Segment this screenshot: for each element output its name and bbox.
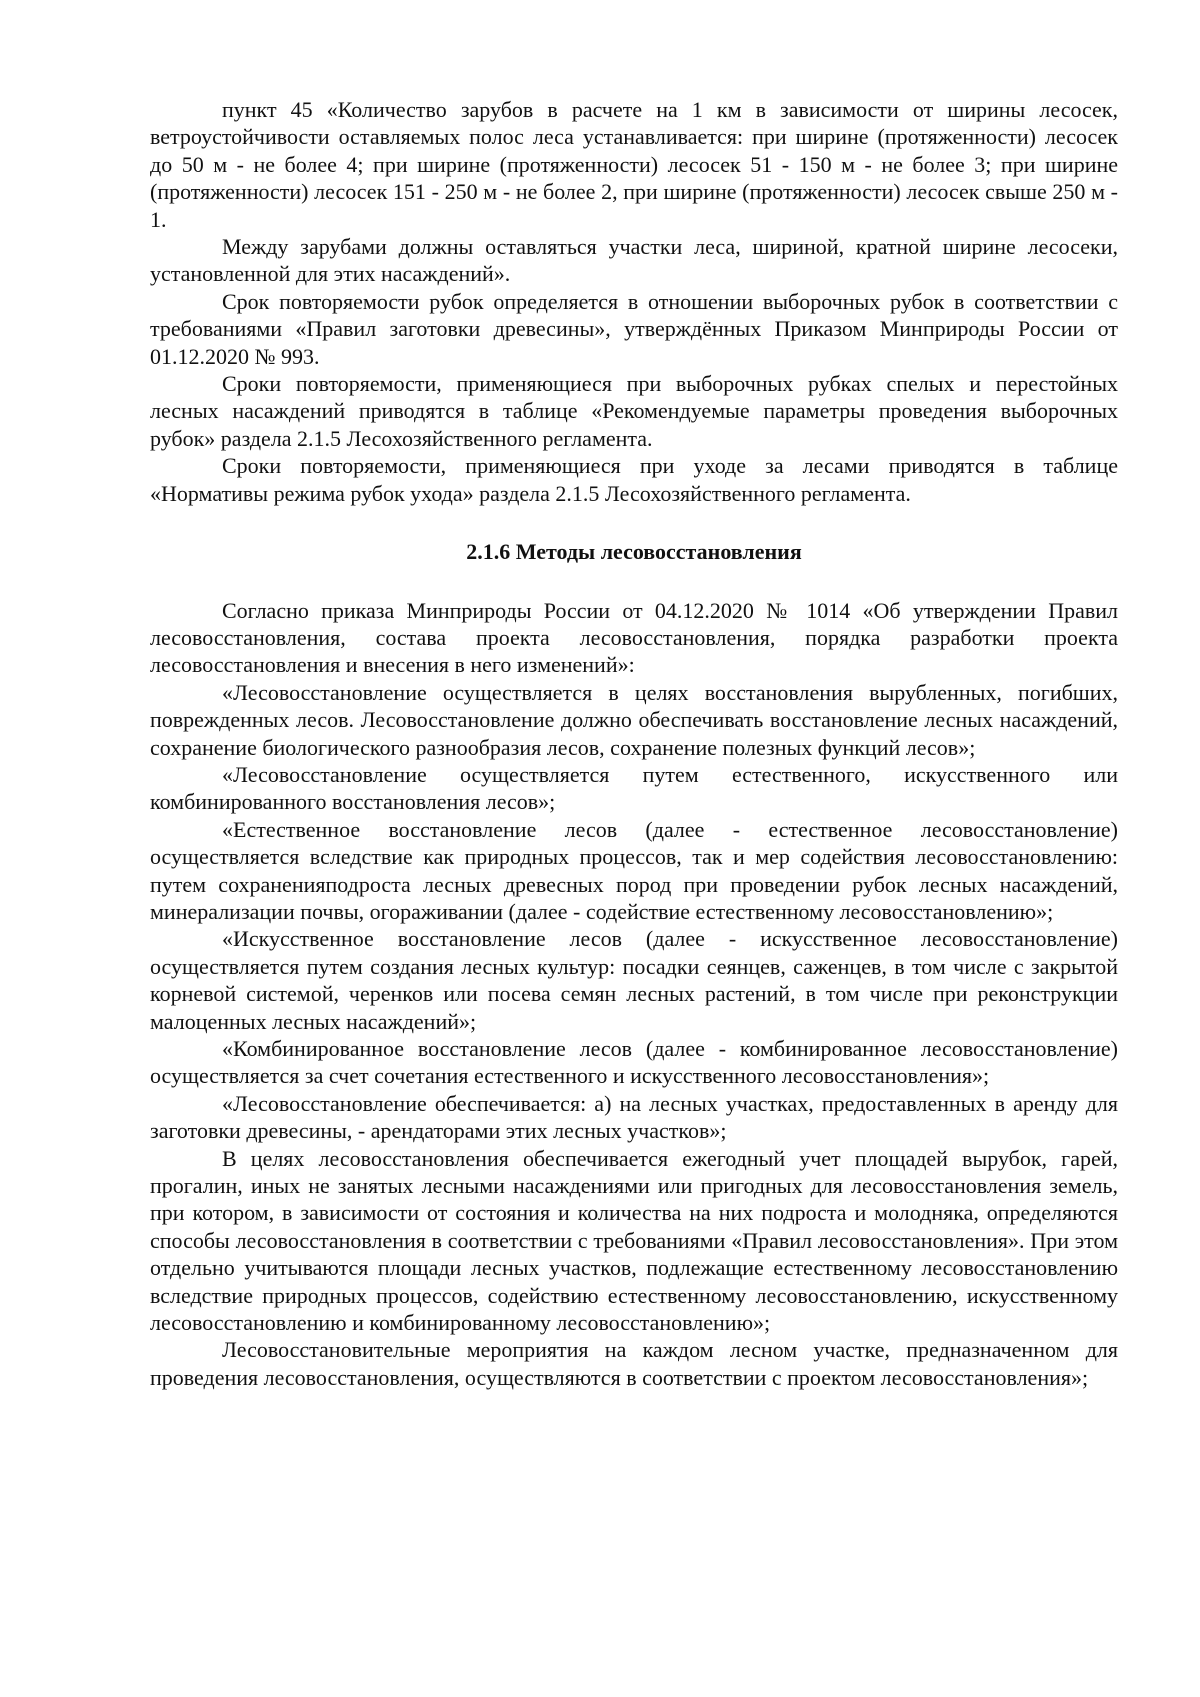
paragraph-natural-reforestation: «Естественное восстановление лесов (далее - естественное лесовосстановление) осуществляется вследствие как природных процессов, так и мер содействия лесовосстановлению: путем сохраненияподроста лесных древесных пород при проведении рубок лесных насаждений, минерализации почвы, огораживании (далее - содействие естественному лесовосстановлению»;: [150, 816, 1118, 924]
paragraph-clause-45: пункт 45 «Количество зарубов в расчете на 1 км в зависимости от ширины лесосек, ветроустойчивости оставляемых полос леса устанавливается: при ширине (протяженности) лесосек до 50 м - не более 4; при ширине (протяженности) лесосек 51 - 150 м - не более 3; при ширине (протяженности) лесосек 151 - 250 м - не более 2, при ширине (протяженности) лесосек свыше 250 м - 1.: [150, 97, 1118, 232]
document-page: [150, 96, 1118, 1391]
paragraph-lessee-obligation: «Лесовосстановление обеспечивается: а) на лесных участках, предоставленных в аренду для заготовки древесины, - арендаторами этих лесных участков»;: [150, 1090, 1118, 1144]
paragraph-order-reference: Согласно приказа Минприроды России от 04.12.2020 № 1014 «Об утверждении Правил лесовосстановления, состава проекта лесовосстановления, порядка разработки проекта лесовосстановления и внесения в него изменений»:: [150, 597, 1118, 678]
paragraph-reforestation-methods: «Лесовосстановление осуществляется путем естественного, искусственного или комбинированного восстановления лесов»;: [150, 761, 1118, 815]
paragraph-repeat-period: Срок повторяемости рубок определяется в отношении выборочных рубок в соответствии с требованиями «Правил заготовки древесины», утверждённых Приказом Минприроды России от 01.12.2020 № 993.: [150, 288, 1118, 369]
paragraph-annual-accounting: В целях лесовосстановления обеспечивается ежегодный учет площадей вырубок, гарей, прогалин, иных не занятых лесными насаждениями или пригодных для лесовосстановления земель, при котором, в зависимости от состояния и количества на них подроста и молодняка, определяются способы лесовосстановления в соответствии с требованиями «Правил лесовосстановления». При этом отдельно учитываются площади лесных участков, подлежащие естественному лесовосстановлению вследствие природных процессов, содействию естественному лесовосстановлению, искусственному лесовосстановлению и комбинированному лесовосстановлению»;: [150, 1145, 1118, 1336]
paragraph-artificial-reforestation: «Искусственное восстановление лесов (далее - искусственное лесовосстановление) осуществляется путем создания лесных культур: посадки сеянцев, саженцев, в том числе с закрытой корневой системой, черенков или посева семян лесных растений, в том числе при реконструкции малоценных лесных насаждений»;: [150, 926, 1118, 1034]
paragraph-reforestation-purpose: «Лесовосстановление осуществляется в целях восстановления вырубленных, погибших, поврежденных лесов. Лесовосстановление должно обеспечивать восстановление лесных насаждений, сохранение биологического разнообразия лесов, сохранение полезных функций лесов»;: [150, 679, 1118, 760]
paragraph-selective-cutting-periods: Сроки повторяемости, применяющиеся при выборочных рубках спелых и перестойных лесных насаждений приводятся в таблице «Рекомендуемые параметры проведения выборочных рубок» раздела 2.1.5 Лесохозяйственного регламента.: [150, 371, 1118, 451]
paragraph-reforestation-project: Лесовосстановительные мероприятия на каждом лесном участке, предназначенном для проведения лесовосстановления, осуществляются в соответствии с проектом лесовосстановления»;: [150, 1337, 1118, 1390]
paragraph-between-cuts: Между зарубами должны оставляться участки леса, шириной, кратной ширине лесосеки, установленной для этих насаждений».: [150, 234, 1118, 287]
paragraph-care-cutting-periods: Сроки повторяемости, применяющиеся при уходе за лесами приводятся в таблице «Нормативы режима рубок ухода» раздела 2.1.5 Лесохозяйственного регламента.: [150, 453, 1118, 506]
paragraph-combined-reforestation: «Комбинированное восстановление лесов (далее - комбинированное лесовосстановление) осуществляется за счет сочетания естественного и искусственного лесовосстановления»;: [150, 1036, 1118, 1089]
section-heading: 2.1.6 Методы лесовосстановления: [466, 539, 802, 565]
